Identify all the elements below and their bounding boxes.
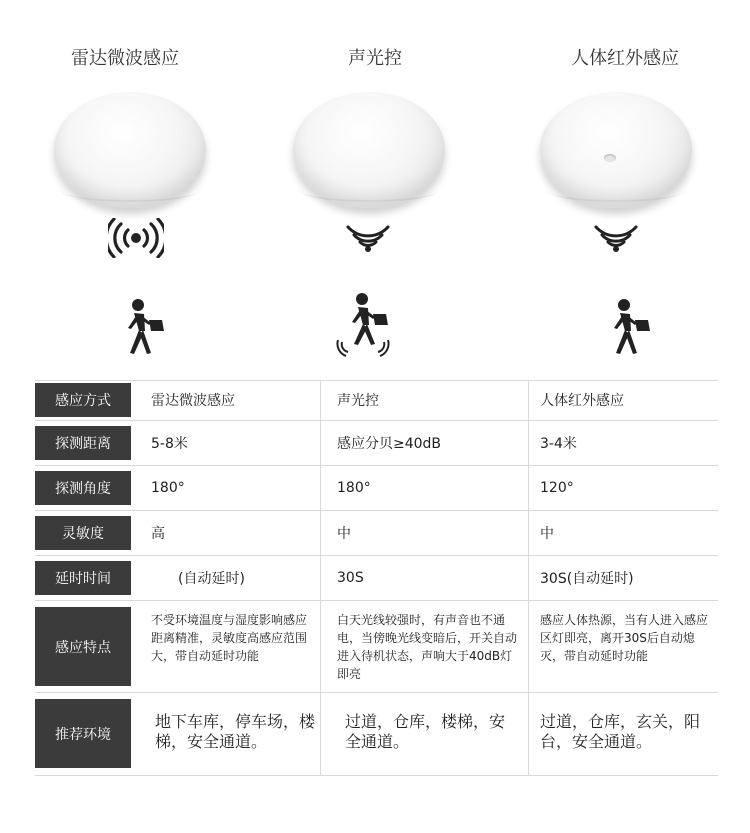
table-cell: 120° [540, 479, 574, 496]
table-border [320, 380, 321, 775]
row-label: 感应特点 [35, 607, 131, 686]
table-cell: 声光控 [337, 393, 379, 409]
row-label: 探测距离 [35, 426, 131, 460]
table-cell: 感应分贝≥40dB [337, 435, 442, 452]
table-cell: 30S(自动延时) [540, 570, 634, 587]
ceiling-lamp-image [54, 92, 206, 208]
table-border [35, 692, 718, 693]
table-cell: 过道，仓库，楼梯，安全通道。 [345, 712, 506, 751]
infrared-sensor [604, 154, 616, 162]
sound-wave-icon [346, 222, 390, 254]
walking-person-sound-icon [336, 292, 398, 358]
product-infrared [500, 0, 750, 380]
table-border [35, 775, 718, 776]
row-label: 灵敏度 [35, 516, 131, 550]
product-sound-light [250, 0, 500, 380]
table-cell: 地下车库，停车场，楼梯，安全通道。 [155, 712, 316, 751]
radar-wave-icon [108, 218, 164, 258]
table-border [528, 380, 529, 775]
row-label: 推荐环境 [35, 699, 131, 768]
table-cell: 中 [337, 525, 351, 542]
table-cell: 过道，仓库，玄关，阳台，安全通道。 [540, 712, 701, 751]
table-cell: 人体红外感应 [540, 393, 624, 409]
table-cell: 180° [337, 479, 371, 496]
table-cell: 中 [540, 525, 554, 542]
row-label: 延时时间 [35, 561, 131, 595]
product-title: 雷达微波感应 [71, 48, 179, 69]
ceiling-lamp-image [540, 92, 692, 208]
table-cell: (自动延时) [178, 570, 245, 587]
product-showcase [0, 0, 750, 380]
walking-person-icon [118, 298, 168, 356]
table-cell: 5-8米 [151, 435, 188, 452]
table-border [35, 600, 718, 601]
ceiling-lamp-image [293, 92, 445, 208]
product-title: 声光控 [348, 48, 402, 69]
table-cell: 高 [151, 525, 165, 542]
table-cell: 不受环境温度与湿度影响感应距离精准，灵敏度高感应范围大，带自动延时功能 [151, 613, 308, 663]
table-cell: 白天光线较强时，有声音也不通电，当傍晚光线变暗后，开关自动进入待机状态，声响大于40dB灯即亮 [337, 613, 518, 681]
table-cell: 雷达微波感应 [151, 393, 235, 409]
table-cell: 180° [151, 479, 185, 496]
row-label: 探测角度 [35, 471, 131, 505]
product-title: 人体红外感应 [571, 48, 679, 69]
row-label: 感应方式 [35, 383, 131, 417]
walking-person-icon [604, 298, 654, 356]
table-cell: 感应人体热源，当有人进入感应区灯即亮，离开30S后自动熄灭，带自动延时功能 [540, 613, 709, 663]
table-cell: 30S [337, 569, 364, 586]
table-cell: 3-4米 [540, 435, 577, 452]
infrared-wave-icon [594, 222, 638, 254]
product-radar [0, 0, 250, 380]
